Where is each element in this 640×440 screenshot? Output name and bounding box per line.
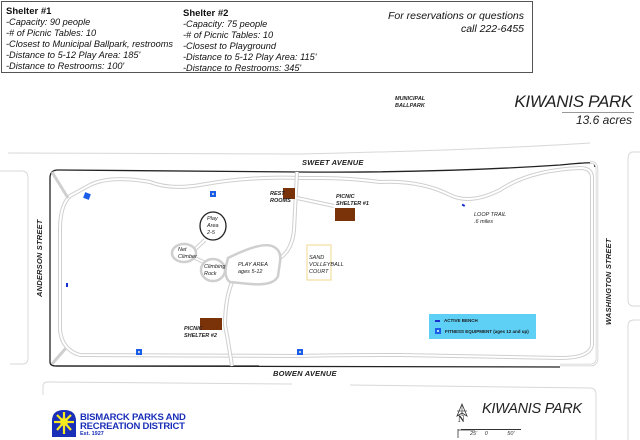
org-line-2: RECREATION DISTRICT xyxy=(80,420,185,432)
restrooms-label xyxy=(270,191,291,205)
street-label-washington-street: WASHINGTON STREET xyxy=(604,238,613,325)
picnic-shelter2-label xyxy=(184,326,217,340)
park-acres: 13.6 acres xyxy=(575,113,632,127)
label-line: ROOMS xyxy=(270,198,291,204)
shelter2-title: Shelter #2 xyxy=(183,8,229,19)
label-line: Area xyxy=(207,223,219,229)
shelter1-play-distance: -Distance to 5-12 Play Area: 185' xyxy=(6,50,141,60)
org-name xyxy=(80,414,186,437)
legend-item-active-bench xyxy=(435,318,478,323)
street-label-sweet-avenue: SWEET AVENUE xyxy=(302,158,364,167)
shelter2-restroom-distance: -Distance to Restrooms: 345' xyxy=(183,63,302,73)
compass-north-label: N xyxy=(458,414,465,424)
legend-label: ACTIVE BENCH xyxy=(444,318,478,323)
label-line: VOLLEYBALL xyxy=(309,262,344,268)
label-line: PICNIC xyxy=(336,194,355,200)
shelter1-title: Shelter #1 xyxy=(6,6,52,17)
picnic-shelter1-label xyxy=(336,194,369,208)
label-line: COURT xyxy=(309,269,329,275)
label-line: ages 5-12 xyxy=(238,269,263,275)
map-legend xyxy=(429,314,536,339)
label-line: BALLPARK xyxy=(395,103,425,109)
scale-label-50: 50' xyxy=(507,431,515,437)
label-line: Climber xyxy=(178,254,197,260)
bpr-sun-logo-icon xyxy=(50,408,78,438)
shelter1-tables: -# of Picnic Tables: 10 xyxy=(6,28,97,38)
shelter2-play-distance: -Distance to 5-12 Play Area: 115' xyxy=(183,52,317,62)
label-line: REST xyxy=(270,191,285,197)
active-bench-icon xyxy=(435,320,440,322)
shelter2-capacity: -Capacity: 75 people xyxy=(183,19,268,29)
shelter2-tables: -# of Picnic Tables: 10 xyxy=(183,30,274,40)
scale-label-0: 0 xyxy=(484,431,488,437)
reservation-phone: call 222-6455 xyxy=(460,23,524,35)
shelter1-closest: -Closest to Municipal Ballpark, restrooms xyxy=(6,39,173,49)
fitness-equipment-icon xyxy=(435,328,441,334)
legend-item-fitness-equipment xyxy=(435,328,529,334)
shelter1-capacity: -Capacity: 90 people xyxy=(6,17,91,27)
label-line: .6 miles xyxy=(474,219,493,225)
legend-label: FITNESS EQUIPMENT (ages 12 and up) xyxy=(445,328,529,334)
park-title: KIWANIS PARK xyxy=(514,92,632,111)
reservation-line: For reservations or questions xyxy=(388,10,524,22)
scale-label-25: 25' xyxy=(470,431,478,437)
footer-park-title: KIWANIS PARK xyxy=(482,401,582,417)
org-line-1: BISMARCK PARKS AND xyxy=(80,412,186,423)
label-line: SHELTER #2 xyxy=(184,333,217,339)
org-established: Est. 1927 xyxy=(80,431,104,437)
label-line: Play xyxy=(207,216,218,222)
label-line: MUNICIPAL xyxy=(395,96,426,102)
label-line: Rock xyxy=(204,271,217,277)
scale-bar xyxy=(461,429,521,430)
label-line: Net xyxy=(178,247,187,253)
scale-labels xyxy=(470,431,514,437)
street-label-anderson-street: ANDERSON STREET xyxy=(35,219,44,297)
net-climber-label xyxy=(178,247,197,261)
loop-trail-label xyxy=(474,212,506,226)
label-line: 2-5 xyxy=(207,230,215,236)
label-line: PLAY AREA xyxy=(238,262,268,268)
label-line: SHELTER #1 xyxy=(336,201,369,207)
climbing-rock-label xyxy=(204,264,225,278)
shelter1-restroom-distance: -Distance to Restrooms: 100' xyxy=(6,61,125,71)
play-area-2-5-label xyxy=(207,216,219,237)
shelter2-closest: -Closest to Playground xyxy=(183,41,276,51)
label-line: PICNIC xyxy=(184,326,203,332)
label-line: SAND xyxy=(309,255,325,261)
volleyball-court-label xyxy=(309,255,344,276)
label-line: Climbing xyxy=(204,264,226,270)
play-area-5-12-label xyxy=(238,262,268,276)
label-line: LOOP TRAIL xyxy=(474,212,507,218)
street-label-bowen-avenue: BOWEN AVENUE xyxy=(273,369,337,378)
